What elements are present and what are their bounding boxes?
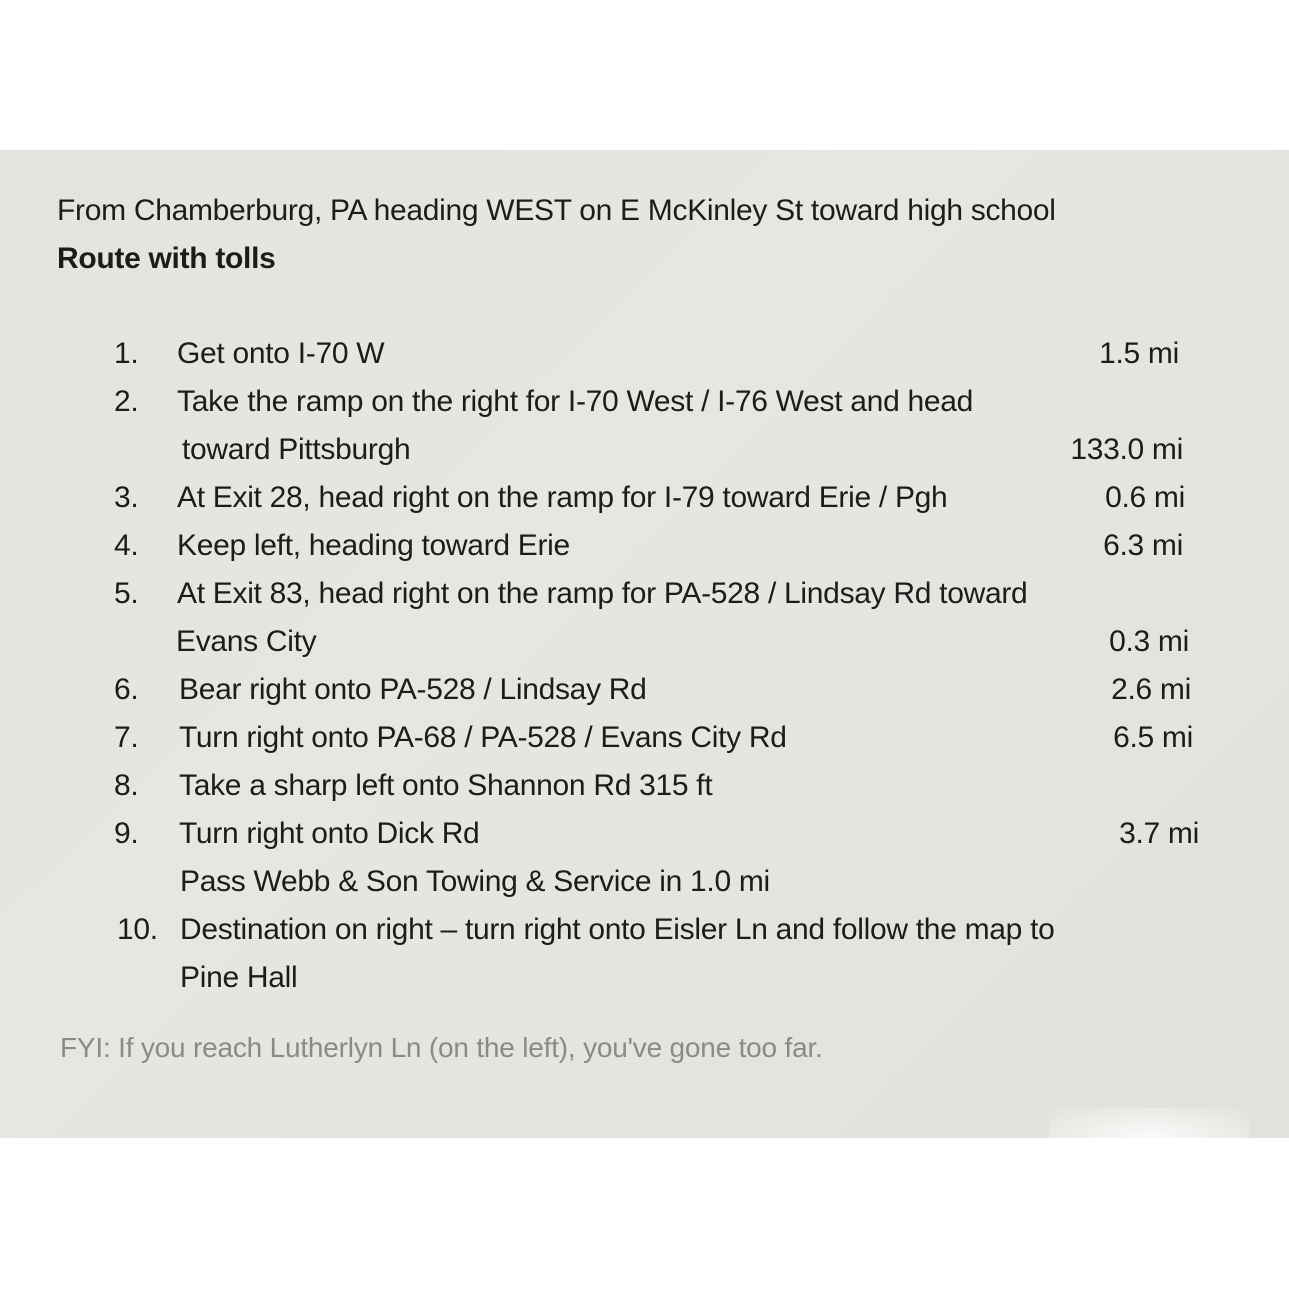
step-text: Keep left, heading toward Erie: [177, 529, 570, 562]
step-distance: 2.6 mi: [1111, 673, 1191, 706]
step-text: Turn right onto Dick Rd: [179, 817, 480, 850]
fyi-note: FYI: If you reach Lutherlyn Ln (on the left), you've gone too far.: [60, 1032, 823, 1063]
step-text: At Exit 83, head right on the ramp for PA-528 / Lindsay Rd toward: [177, 577, 1028, 610]
step-text: Destination on right – turn right onto Eisler Ln and follow the map to: [180, 913, 1055, 946]
step-number: 5.: [114, 577, 139, 610]
step-number: 2.: [114, 385, 139, 418]
step-5-continuation: [0, 622, 1289, 670]
step-10-continuation: [0, 958, 1289, 1006]
step-number: 7.: [114, 721, 139, 754]
step-8: [0, 766, 1289, 814]
step-continuation: toward Pittsburgh: [182, 433, 411, 466]
step-4: [0, 526, 1289, 574]
step-6: [0, 670, 1289, 718]
step-number: 10.: [117, 913, 158, 946]
step-2: [0, 382, 1289, 430]
step-distance: 1.5 mi: [1099, 337, 1179, 370]
step-number: 3.: [114, 481, 139, 514]
step-distance: 6.3 mi: [1103, 529, 1183, 562]
step-10: [0, 910, 1289, 958]
step-9: [0, 814, 1289, 862]
step-text: Get onto I-70 W: [177, 337, 385, 370]
intro-line: From Chamberburg, PA heading WEST on E McKinley St toward high school: [57, 194, 1056, 227]
step-1: [0, 334, 1289, 382]
step-text: At Exit 28, head right on the ramp for I-79 toward Erie / Pgh: [177, 481, 948, 514]
step-text: Turn right onto PA-68 / PA-528 / Evans City Rd: [179, 721, 787, 754]
step-3: [0, 478, 1289, 526]
directions-sheet: [0, 150, 1289, 1138]
step-9-continuation: [0, 862, 1289, 910]
step-continuation: Pass Webb & Son Towing & Service in 1.0 mi: [180, 865, 770, 898]
step-number: 1.: [114, 337, 139, 370]
step-2-continuation: [0, 430, 1289, 478]
step-number: 4.: [114, 529, 139, 562]
step-distance: 6.5 mi: [1113, 721, 1193, 754]
step-text: Take a sharp left onto Shannon Rd 315 ft: [179, 769, 713, 802]
step-number: 8.: [114, 769, 139, 802]
step-distance: 0.3 mi: [1109, 625, 1189, 658]
step-continuation: Evans City: [176, 625, 317, 658]
step-5: [0, 574, 1289, 622]
step-text: Take the ramp on the right for I-70 West / I-76 West and head: [177, 385, 974, 418]
step-continuation: Pine Hall: [180, 961, 298, 994]
step-text: Bear right onto PA-528 / Lindsay Rd: [179, 673, 647, 706]
step-number: 9.: [114, 817, 139, 850]
step-distance: 133.0 mi: [1070, 433, 1183, 466]
step-number: 6.: [114, 673, 139, 706]
paper-glare: [1049, 1108, 1249, 1168]
route-title: Route with tolls: [57, 242, 276, 275]
step-distance: 3.7 mi: [1119, 817, 1199, 850]
step-7: [0, 718, 1289, 766]
step-distance: 0.6 mi: [1105, 481, 1185, 514]
